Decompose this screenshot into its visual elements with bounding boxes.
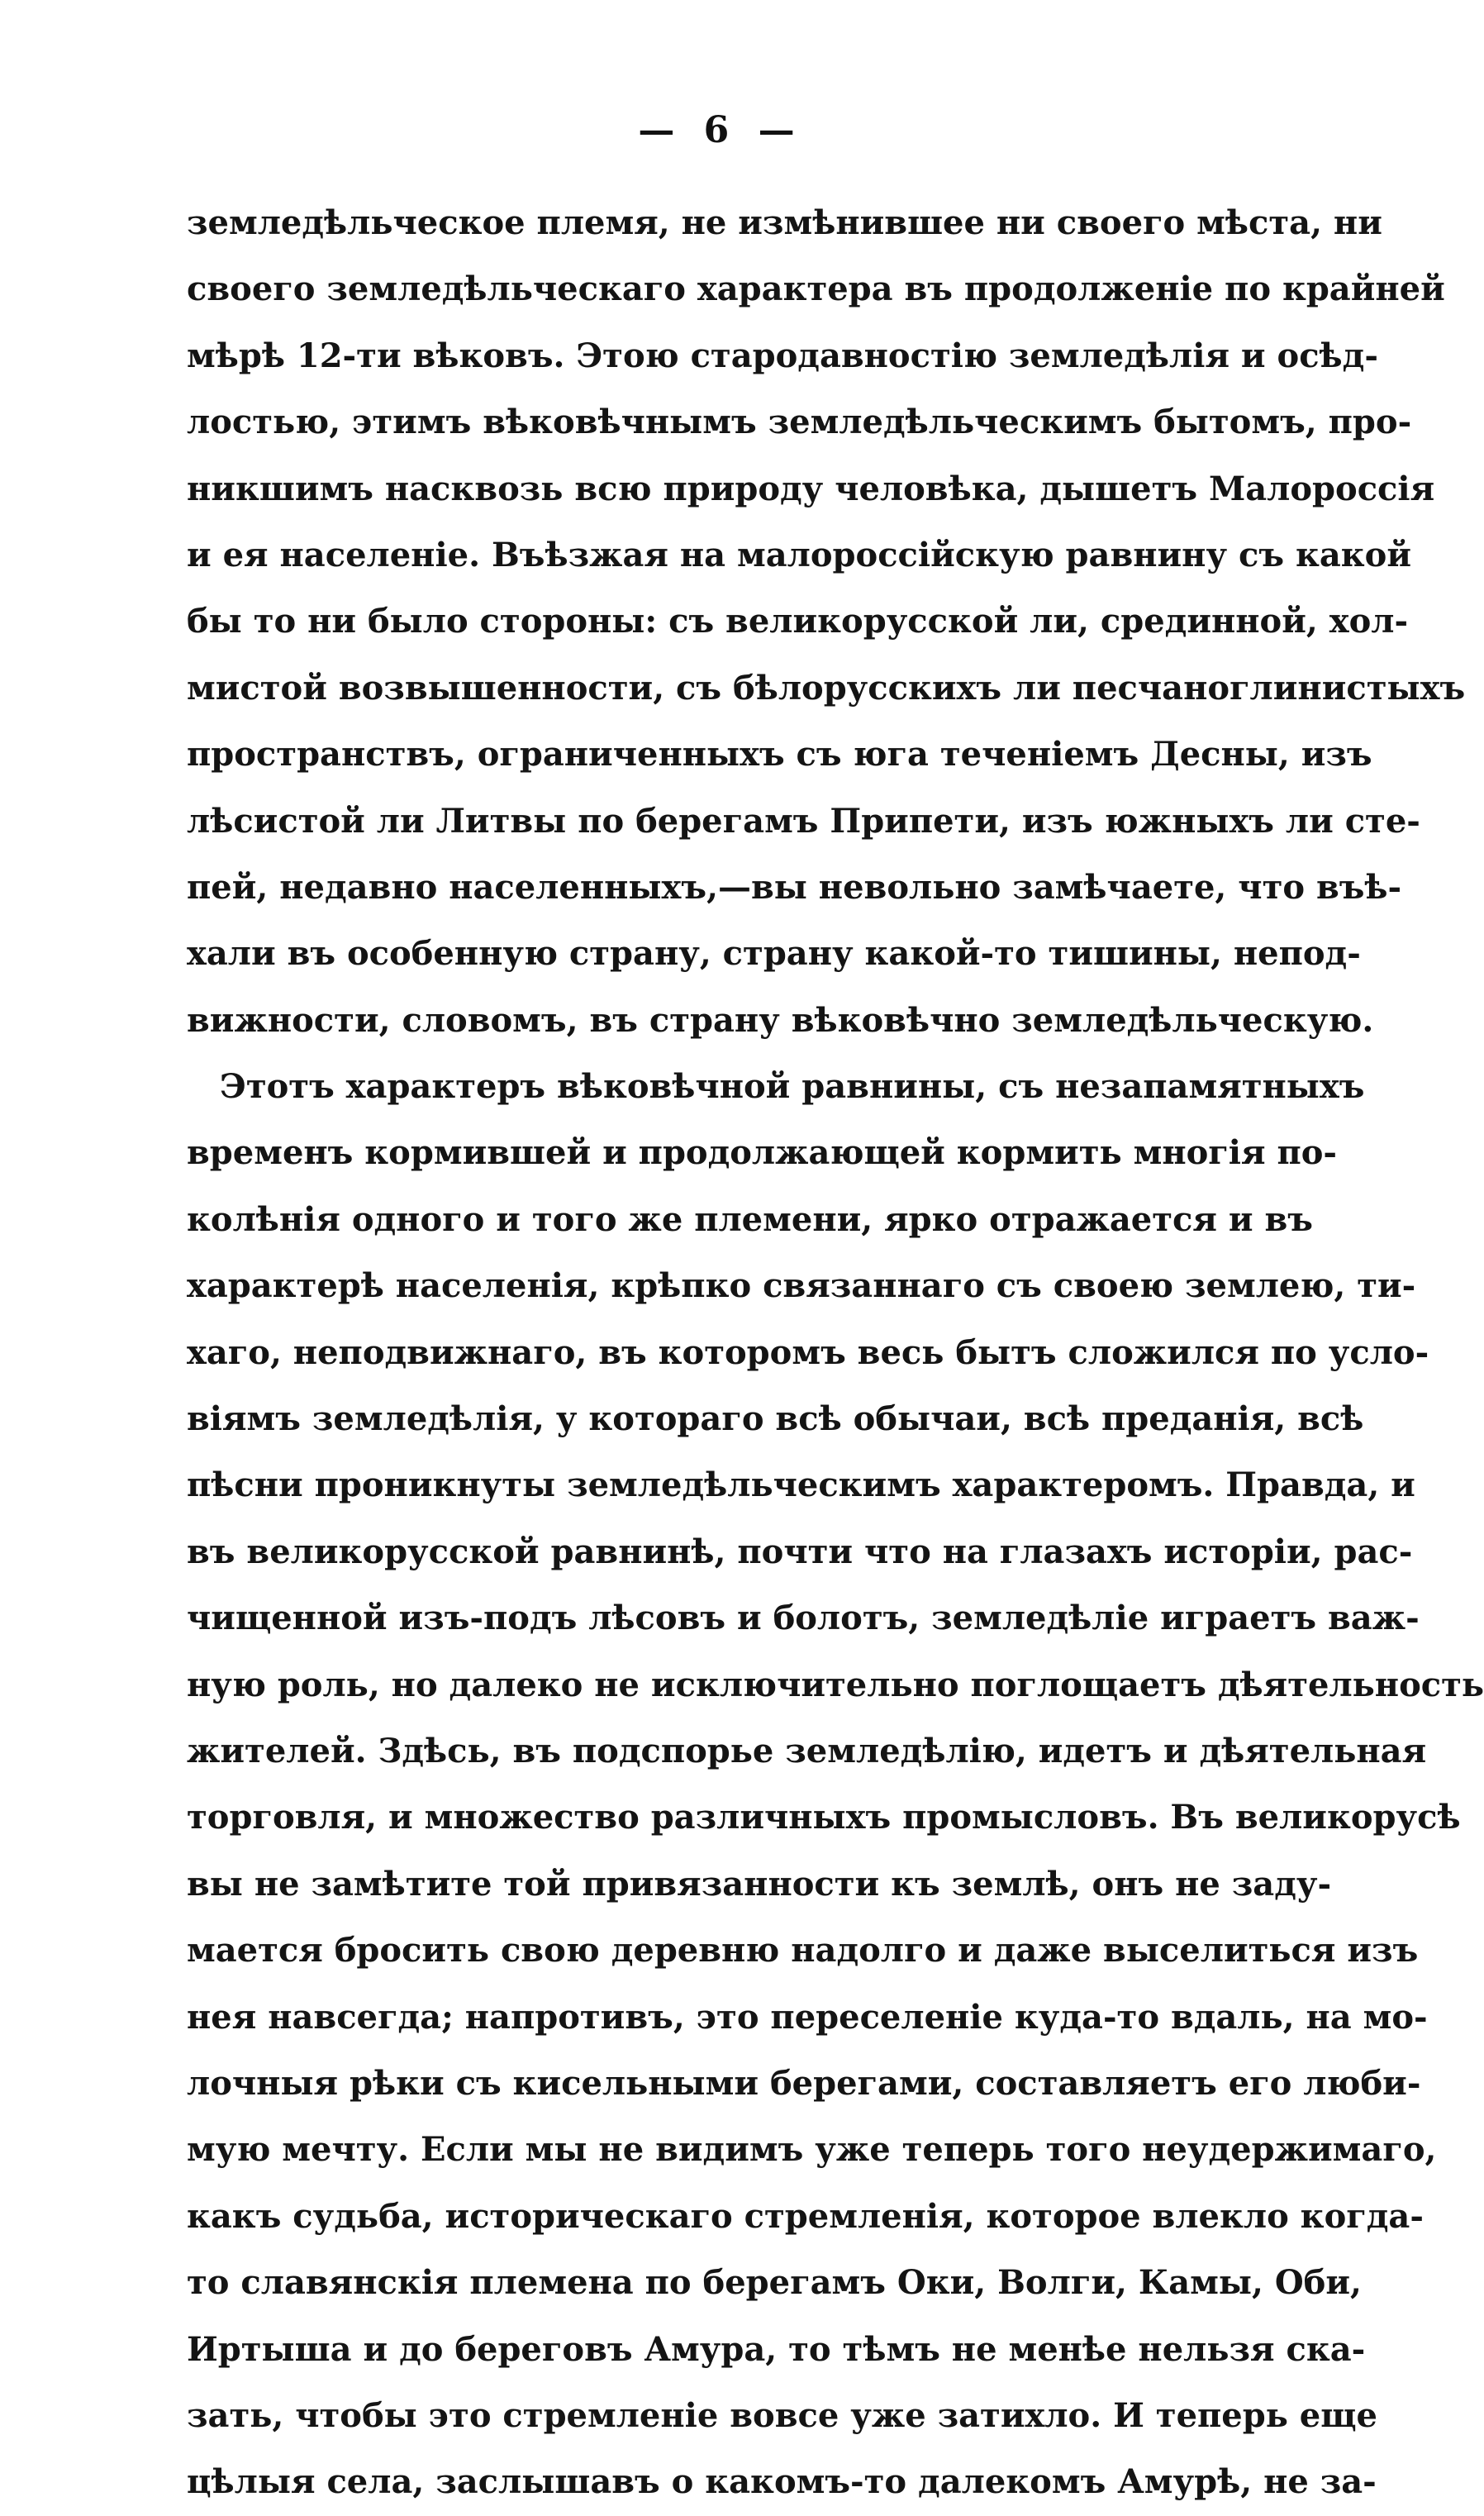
text-line: мистой возвышенности, съ бѣлорусскихъ ли песчаноглинистыхъ bbox=[187, 668, 1466, 708]
text-line: какъ судьба, историческаго стремленія, которое влекло когда- bbox=[187, 2196, 1424, 2236]
paragraph-1 bbox=[187, 190, 1466, 1054]
text-line: віямъ земледѣлія, у котораго всѣ обычаи, всѣ преданія, всѣ bbox=[187, 1399, 1364, 1439]
text-line: ную роль, но далеко не исключительно поглощаетъ дѣятельность bbox=[187, 1665, 1484, 1704]
text-line: земледѣльческое племя, не измѣнившее ни своего мѣста, ни bbox=[187, 203, 1382, 242]
text-line: никшимъ насквозь всю природу человѣка, дышетъ Малороссія bbox=[187, 469, 1435, 508]
text-line: колѣнія одного и того же племени, ярко отражается и въ bbox=[187, 1199, 1313, 1239]
text-line: лостью, этимъ вѣковѣчнымъ земледѣльческимъ бытомъ, про- bbox=[187, 403, 1412, 442]
text-line: мѣрѣ 12-ти вѣковъ. Этою стародавностію земледѣлія и осѣд- bbox=[187, 336, 1378, 375]
text-line: торговля, и множество различныхъ промысловъ. Въ великорусѣ bbox=[187, 1798, 1461, 1837]
text-line: цѣлыя села, заслышавъ о какомъ-то далекомъ Амурѣ, не за- bbox=[187, 2462, 1377, 2502]
text-line: временъ кормившей и продолжающей кормить многія по- bbox=[187, 1133, 1338, 1173]
text-line: лѣсистой ли Литвы по берегамъ Припети, изъ южныхъ ли сте- bbox=[187, 801, 1420, 841]
text-line: нея навсегда; напротивъ, это переселеніе куда-то вдаль, на мо- bbox=[187, 1997, 1428, 2037]
text-line: хаго, неподвижнаго, въ которомъ весь бытъ сложился по усло- bbox=[187, 1332, 1429, 1372]
text-line: зать, чтобы это стремленіе вовсе уже затихло. И теперь еще bbox=[187, 2395, 1377, 2435]
text-line: вижности, словомъ, въ страну вѣковѣчно земледѣльческую. bbox=[187, 1000, 1374, 1040]
text-line: хали въ особенную страну, страну какой-то тишины, непод- bbox=[187, 934, 1361, 974]
text-line: пространствъ, ограниченныхъ съ юга теченіемъ Десны, изъ bbox=[187, 735, 1372, 774]
text-line: характерѣ населенія, крѣпко связаннаго съ своею землею, ти- bbox=[187, 1266, 1416, 1306]
text-line: Этотъ характеръ вѣковѣчной равнины, съ незапамятныхъ bbox=[220, 1067, 1365, 1107]
text-line: жителей. Здѣсь, въ подспорье земледѣлію, идетъ и дѣятельная bbox=[187, 1731, 1427, 1770]
text-line: мается бросить свою деревню надолго и даже выселиться изъ bbox=[187, 1931, 1419, 1970]
text-line: вы не замѣтите той привязанности къ землѣ, онъ не заду- bbox=[187, 1864, 1332, 1904]
text-line: мую мечту. Если мы не видимъ уже теперь того неудержимаго, bbox=[187, 2130, 1437, 2170]
text-line: лочныя рѣки съ кисельными берегами, составляетъ его люби- bbox=[187, 2063, 1421, 2103]
text-line: то славянскія племена по берегамъ Оки, Волги, Камы, Оби, bbox=[187, 2263, 1362, 2303]
paragraph-2 bbox=[187, 1054, 1484, 2516]
body-text bbox=[187, 190, 1484, 2516]
text-line: пей, недавно населенныхъ,—вы невольно замѣчаете, что въѣ- bbox=[187, 867, 1402, 907]
text-line: бы то ни было стороны: съ великорусской ли, срединной, хол- bbox=[187, 602, 1409, 641]
text-line: пѣсни проникнуты земледѣльческимъ характеромъ. Правда, и bbox=[187, 1465, 1415, 1505]
text-line: чищенной изъ-подъ лѣсовъ и болотъ, земледѣліе играетъ важ- bbox=[187, 1599, 1420, 1638]
text-line: Иртыша и до береговъ Амура, то тѣмъ не менѣе нельзя ска- bbox=[187, 2329, 1366, 2369]
page-number: — 6 — bbox=[638, 109, 803, 151]
text-line: своего земледѣльческаго характера въ продолженіе по крайней bbox=[187, 269, 1445, 309]
text-line: и ея населеніе. Въѣзжая на малороссійскую равнину съ какой bbox=[187, 535, 1411, 574]
text-line: въ великорусской равнинѣ, почти что на глазахъ исторіи, рас- bbox=[187, 1532, 1413, 1571]
